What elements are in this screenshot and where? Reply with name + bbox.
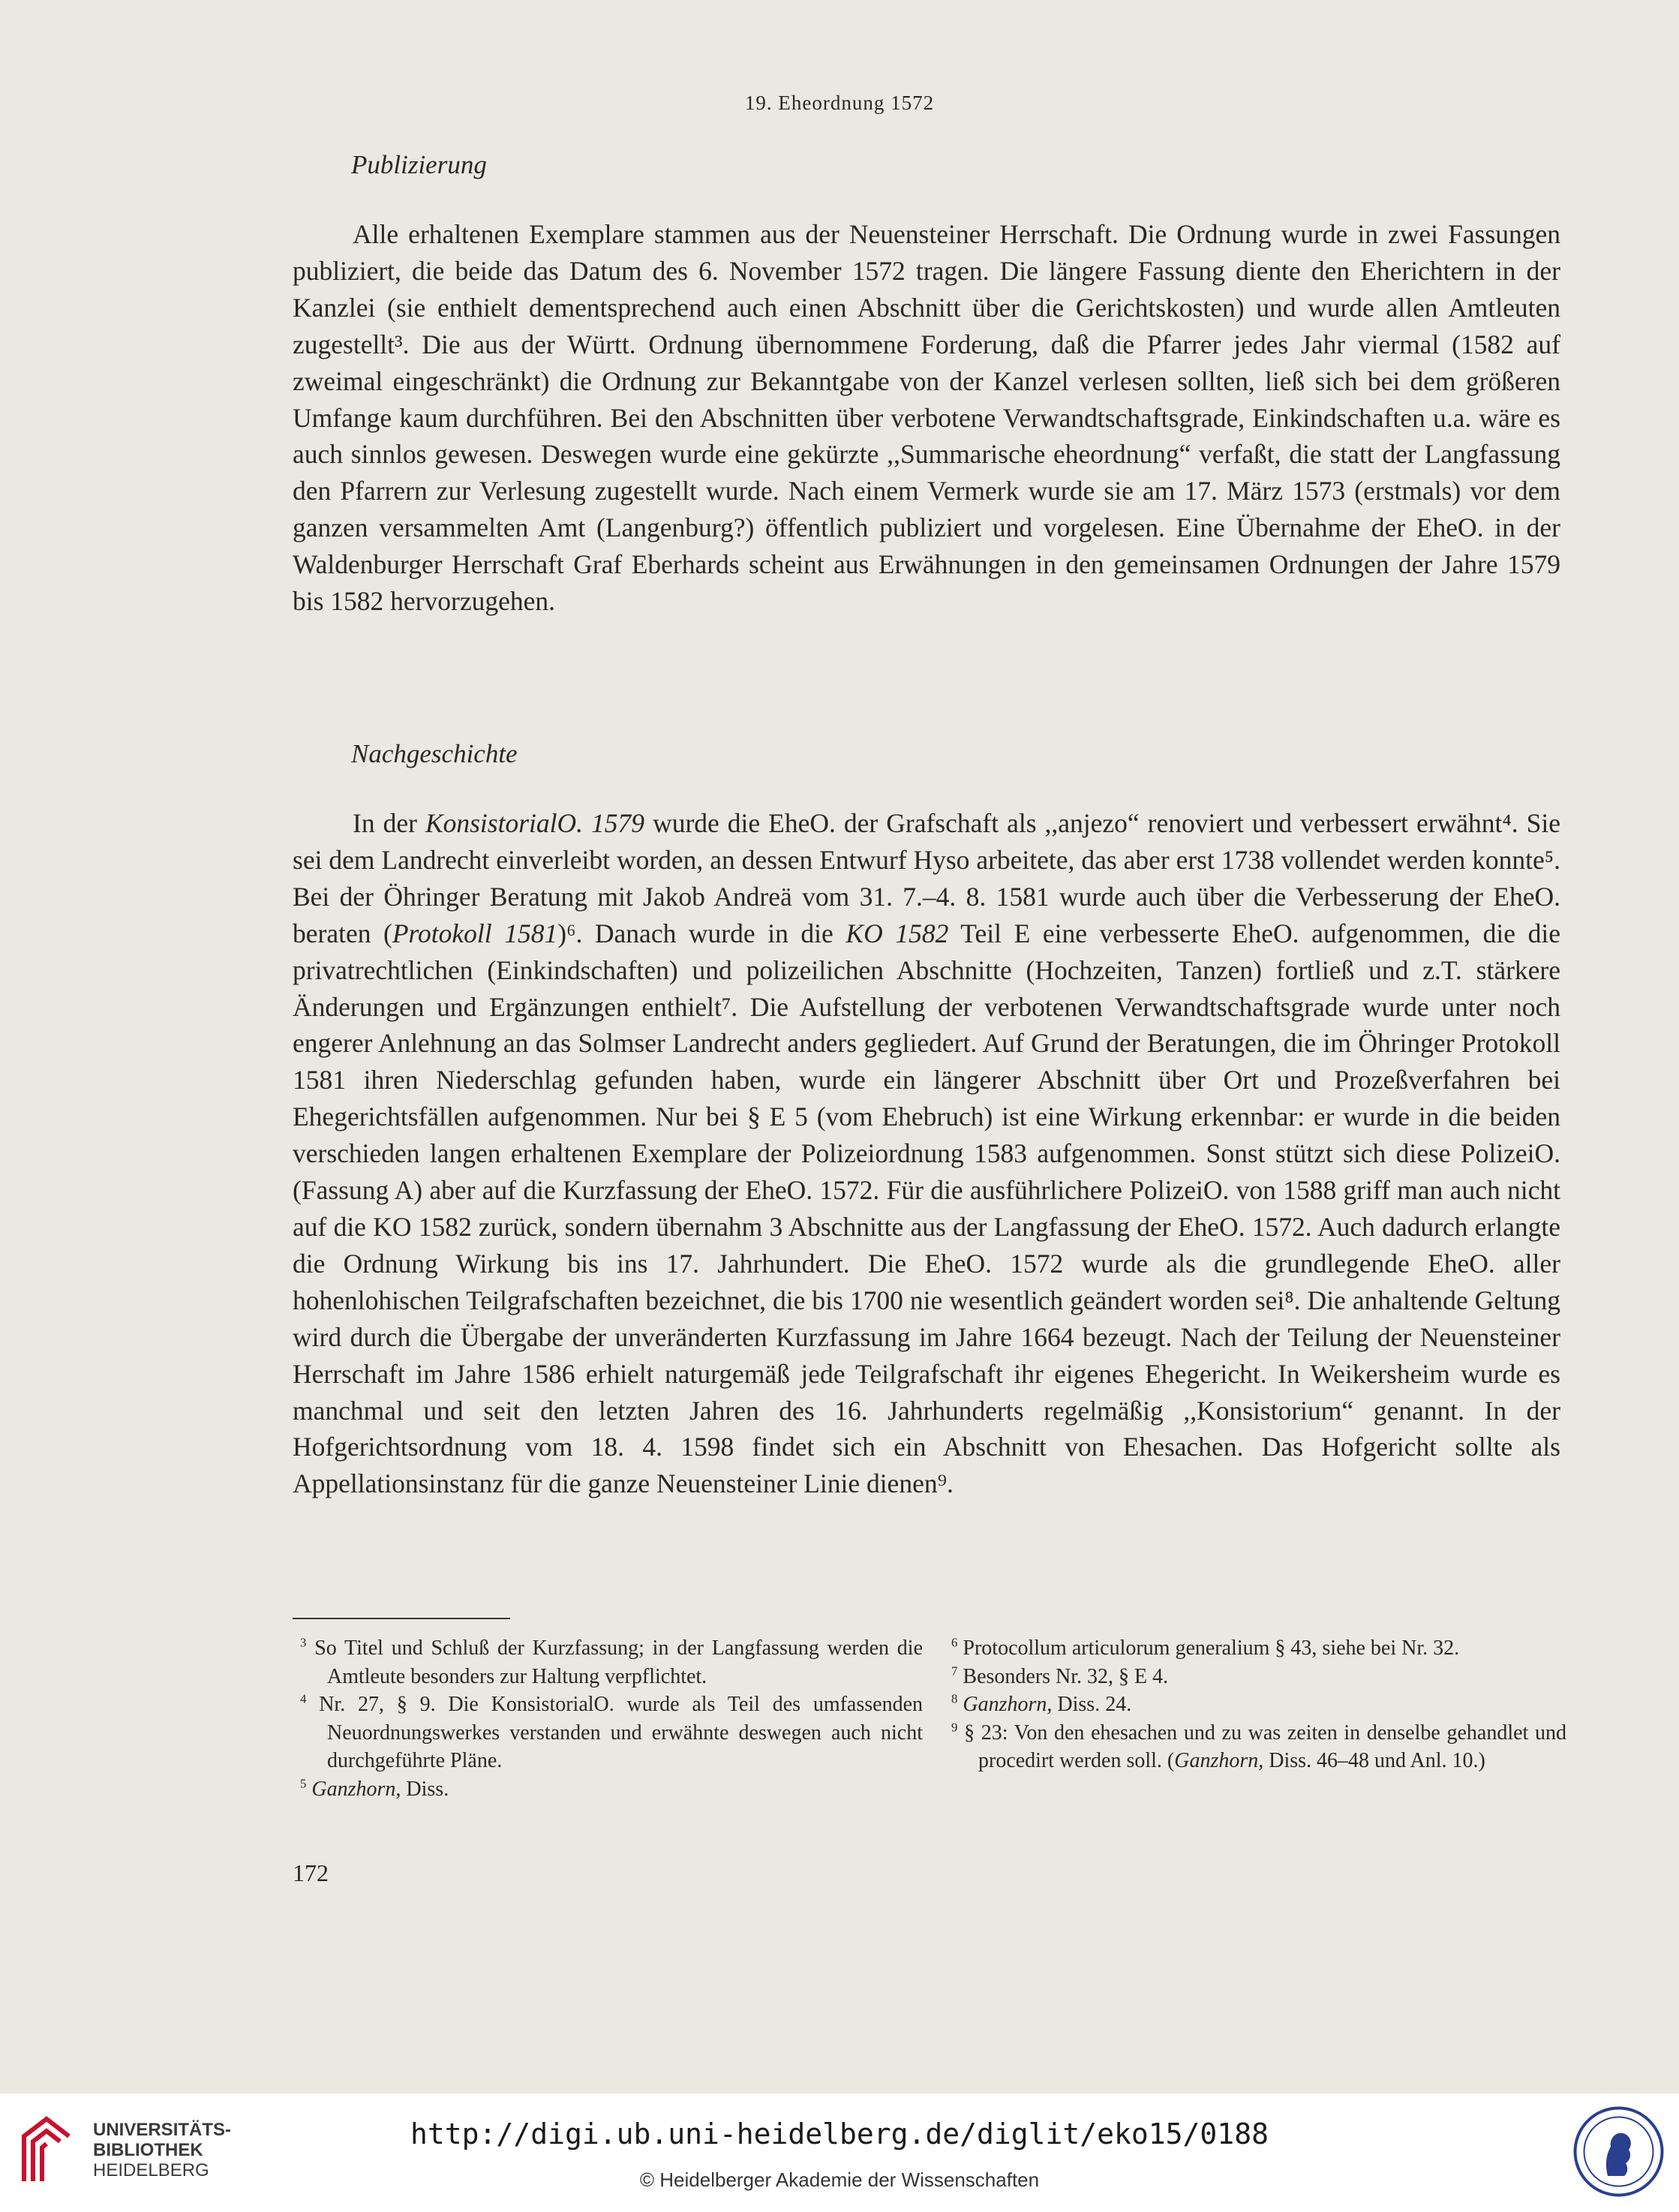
section-title-publizierung: Publizierung — [351, 150, 487, 179]
footnote-8: $^8$ Ganzhorn, Diss. 24. — [951, 1691, 1132, 1716]
paragraph-publizierung — [293, 216, 1560, 620]
text-run: In der — [353, 808, 425, 838]
footnote-4: $^4$ Nr. 27, § 9. Die KonsistorialO. wurde als Teil des umfassenden Neuordnungswerkes verstanden und erwähnte deswegen auch nicht durchgeführte Pläne. — [300, 1691, 923, 1772]
section-title-nachgeschichte: Nachgeschichte — [351, 739, 518, 768]
copyright-notice: © Heidelberger Akademie der Wissenschaften — [639, 2168, 1040, 2191]
text-run: Teil E eine verbesserte EheO. aufgenommen, die die privatrechtlichen (Einkindschaften) und polizeilichen Abschnitte (Hochzeiten, Tanzen) fortließ und z.T. stärkere Änderungen und Ergänzungen enthielt⁷. Die Aufstellung der verbotenen Verwandtschaftsgrade wurde unter noch engerer Anlehnung an das Solmser Landrecht anders gegliedert. Auf Grund der Beratungen, die im Öhringer Protokoll 1581 ihren Niederschlag gefunden haben, wurde ein längerer Abschnitt über Ort und Prozeßverfahren bei Ehegerichtsfällen aufgenommen. Nur bei § E 5 (vom Ehebruch) ist eine Wirkung erkennbar: er wurde in die beiden verschieden langen erhaltenen Exemplare der Polizeiordnung 1583 aufgenommen. Sonst stützt sich diese PolizeiO. (Fassung A) aber auf die Kurzfassung der EheO. 1572. Für die ausführlichere PolizeiO. von 1588 griff man auch nicht auf die KO 1582 zurück, sondern übernahm 3 Abschnitte aus der Langfassung der EheO. 1572. Auch dadurch erlangte die Ordnung Wirkung bis ins 17. Jahrhundert. Die EheO. 1572 wurde als die grundlegende EheO. aller hohenlohischen Teilgrafschaften bezeichnet, die bis 1700 nie wesentlich geändert worden sei⁸. Die anhaltende Geltung wird durch die Übergabe der unveränderten Kurzfassung im Jahre 1664 bezeugt. Nach der Teilung der Neuensteiner Herrschaft im Jahre 1586 erhielt naturgemäß jede Teilgrafschaft ihr eigenes Ehegericht. In Weikersheim wurde es manchmal und seit den letzten Jahren des 16. Jahrhunderts regelmäßig ,,Konsistorium“ genannt. In der Hofgerichtsordnung vom 18. 4. 1598 findet sich ein Abschnitt von Ehesachen. Das Hofgericht sollte als Appellationsinstanz für die ganze Neuensteiner Linie dienen⁹. — [293, 918, 1560, 1499]
footnotes-right — [951, 1634, 1566, 1775]
footnote-9: $^9$ § 23: Von den ehesachen und zu was zeiten in denselbe gehandlet und procedirt werden soll. (Ganzhorn, Diss. 46–48 und Anl. 10.) — [951, 1720, 1566, 1772]
text-run: wurde die EheO. der Grafschaft als ,,anjezo“ renoviert und verbessert erwähnt⁴. Sie sei dem Landrecht einverleibt worden, an dessen Entwurf Hyso arbeitete, das aber erst 1738 vollendet werden konnte⁵. Bei der Öhringer Beratung mit Jakob Andreä vom 31. 7.–4. 8. 1581 wurde auch über die Verbesserung der EheO. beraten ( — [293, 808, 1560, 948]
footnote-5: $^5$ Ganzhorn, Diss. — [300, 1776, 449, 1801]
italic-title: Protokoll 1581 — [392, 918, 558, 948]
page-number: 172 — [293, 1859, 329, 1886]
permalink-url[interactable]: http://digi.ub.uni-heidelberg.de/diglit/eko15/0188 — [410, 2117, 1269, 2150]
footnotes-left — [300, 1634, 923, 1803]
italic-title: KonsistorialO. 1579 — [425, 808, 645, 838]
running-head: 19. Eheordnung 1572 — [744, 92, 935, 114]
academy-seal-icon — [1572, 2105, 1665, 2198]
footnote-3: $^3$ So Titel und Schluß der Kurzfassung; in der Langfassung werden die Amtleute besonders zur Haltung verpflichtet. — [300, 1635, 924, 1688]
paragraph-text: Alle erhaltenen Exemplare stammen aus der Neuensteiner Herrschaft. Die Ordnung wurde in zwei Fassungen publiziert, die beide das Datum des 6. November 1572 tragen. Die längere Fassung diente den Eherichtern in der Kanzlei (sie enthielt dementsprechend auch einen Abschnitt über die Gerichtskosten) und wurde allen Amtleuten zugestellt³. Die aus der Württ. Ordnung übernommene Forderung, daß die Pfarrer jedes Jahr viermal (1582 auf zweimal eingeschränkt) die Ordnung zur Bekanntgabe von der Kanzel verlesen sollten, ließ sich bei dem größeren Umfange kaum durchführen. Bei den Abschnitten über verbotene Verwandtschaftsgrade, Einkindschaften u.a. wäre es auch sinnlos gewesen. Deswegen wurde eine gekürzte ,,Summarische eheordnung“ verfaßt, die statt der Langfassung den Pfarrern zur Verlesung zugestellt wurde. Nach einem Vermerk wurde sie am 17. März 1573 (erstmals) vor dem ganzen versammelten Amt (Langenburg?) öffentlich publiziert und vorgelesen. Eine Übernahme der EheO. in der Waldenburger Herrschaft Graf Eberhards scheint aus Erwähnungen in den gemeinsamen Ordnungen der Jahre 1579 bis 1582 hervorzugehen. — [293, 219, 1560, 617]
library-logo-text: UNIVERSITÄTS- BIBLIOTHEK HEIDELBERG — [93, 2120, 232, 2180]
footnote-rule — [293, 1618, 510, 1619]
paragraph-nachgeschichte — [293, 805, 1560, 1502]
italic-title: KO 1582 — [846, 918, 949, 948]
viewer-footer — [0, 2093, 1679, 2212]
footnote-6: $^6$ Protocollum articulorum generalium § 43, siehe bei Nr. 32. — [951, 1635, 1460, 1660]
text-run: )⁶. Danach wurde in die — [557, 918, 846, 948]
footnote-7: $^7$ Besonders Nr. 32, § E 4. — [951, 1664, 1169, 1688]
